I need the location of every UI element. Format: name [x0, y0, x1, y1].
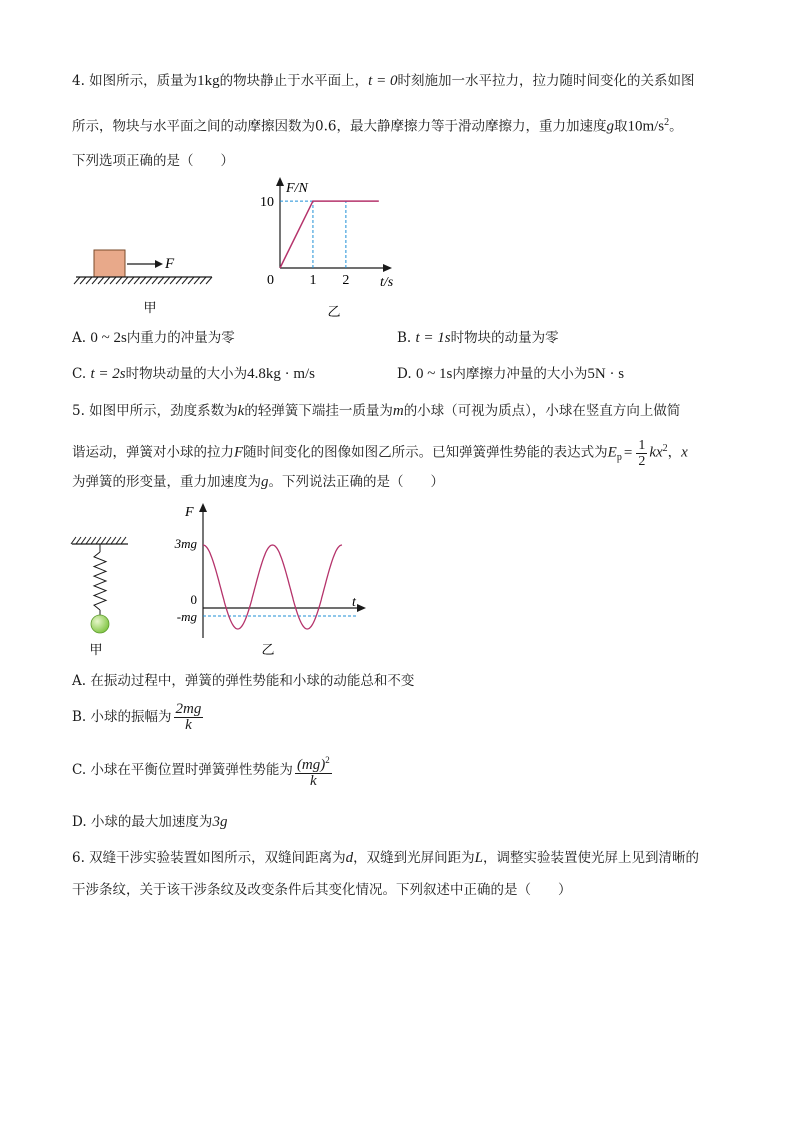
q5-line-2: 谐运动，弹簧对小球的拉力F随时间变化的图像如图乙所示。已知弹簧弹性势能的表达式为$E_p$ = $\frac{1}{2}$ $kx^2$，x: [72, 437, 688, 469]
y-arrow-icon: [276, 177, 284, 186]
x-tick-label-1: 1: [309, 273, 317, 288]
x-arrow-icon: [357, 604, 366, 612]
hatch-stroke: [176, 277, 182, 284]
q4-option-b[interactable]: B. t = 1s时物块的动量为零: [397, 330, 559, 346]
y-min-label: -mg: [176, 609, 197, 624]
q5-figure-graph: [165, 500, 375, 662]
origin-label: 0: [267, 273, 274, 288]
caption-jia: 甲: [89, 642, 103, 657]
q5-figure-spring: [70, 530, 134, 660]
amplitude-fraction: $\frac{2mg}{k}$: [175, 701, 202, 733]
ball: [91, 615, 109, 633]
force-series-line: [280, 201, 379, 268]
q5-line-3: 为弹簧的形变量，重力加速度为g。下列说法正确的是（ ）: [72, 474, 444, 490]
hatch-stroke: [71, 537, 76, 544]
hatch-stroke: [164, 277, 170, 284]
hatch-stroke: [86, 537, 91, 544]
hatch-stroke: [122, 277, 128, 284]
y-max-label: 3mg: [174, 536, 197, 551]
q4-option-d[interactable]: D. 0 ~ 1s内摩擦力冲量的大小为5N · s: [397, 366, 625, 382]
hatch-stroke: [76, 537, 81, 544]
x-arrow-icon: [383, 264, 392, 272]
q4-line-2: 所示，物块与水平面之间的动摩擦因数为0.6，最大静摩擦力等于滑动摩擦力，重力加速度g取$10m/s^2$。: [72, 117, 683, 135]
x-axis-label: t: [352, 595, 356, 610]
hatch-stroke: [80, 277, 86, 284]
q4-figure-block: [72, 240, 222, 320]
hatch-stroke: [111, 537, 116, 544]
hatch-stroke: [106, 537, 111, 544]
hatch-stroke: [86, 277, 92, 284]
q6-line-1: 6. 双缝干涉实验装置如图所示，双缝间距离为d，双缝到光屏间距为L，调整实验装置使光屏上见到清晰的: [72, 850, 700, 866]
hatch-stroke: [152, 277, 158, 284]
y-axis-label: F/N: [286, 181, 308, 196]
hatch-stroke: [182, 277, 188, 284]
y-tick-label: 10: [260, 195, 274, 211]
hatch-stroke: [121, 537, 126, 544]
caption-yi: 乙: [261, 642, 275, 657]
x-axis-label: t/s: [380, 275, 394, 290]
hatch-stroke: [200, 277, 206, 284]
hatch-stroke: [92, 277, 98, 284]
q5-option-d[interactable]: D. 小球的最大加速度为3g: [72, 814, 228, 830]
y-axis-label: F: [185, 505, 194, 520]
y-arrow-icon: [199, 503, 207, 512]
hatch-stroke: [146, 277, 152, 284]
hatch-stroke: [170, 277, 176, 284]
q4-figure-graph: [252, 176, 412, 321]
hatch-stroke: [194, 277, 200, 284]
hatch-stroke: [116, 277, 122, 284]
hatch-stroke: [91, 537, 96, 544]
x-tick-label-2: 2: [342, 273, 350, 288]
ground-hatching: [74, 277, 212, 284]
hatch-stroke: [104, 277, 110, 284]
q4-option-c[interactable]: C. t = 2s时物块动量的大小为4.8kg · m/s: [72, 366, 315, 382]
q5-option-c[interactable]: C. 小球在平衡位置时弹簧弹性势能为 $\frac{(mg)^2}{k}$: [72, 754, 330, 789]
hatch-stroke: [98, 277, 104, 284]
caption-jia: 甲: [143, 300, 157, 315]
hatch-stroke: [96, 537, 101, 544]
hatch-stroke: [101, 537, 106, 544]
q4-prompt: 下列选项正确的是（ ）: [72, 153, 234, 169]
hatch-stroke: [188, 277, 194, 284]
half-fraction: $\frac{1}{2}$: [638, 437, 646, 469]
hatch-stroke: [134, 277, 140, 284]
q5-option-b[interactable]: B. 小球的振幅为 $\frac{2mg}{k}$: [72, 701, 202, 733]
hatch-stroke: [206, 277, 212, 284]
hatch-stroke: [110, 277, 116, 284]
arrowhead-icon: [155, 260, 163, 268]
q4-option-a[interactable]: A. 0 ~ 2s内重力的冲量为零: [72, 330, 235, 346]
q4-line-1: 4. 如图所示，质量为1kg的物块静止于水平面上，t = 0时刻施加一水平拉力，拉力随时间变化的关系如图: [72, 73, 695, 89]
q5-line-1: 5. 如图甲所示，劲度系数为k的轻弹簧下端挂一质量为m的小球（可视为质点），小球在竖直方向上做简: [72, 403, 681, 419]
energy-fraction: $\frac{(mg)^2}{k}$: [296, 754, 330, 789]
hatch-stroke: [81, 537, 86, 544]
force-label: F: [165, 256, 175, 272]
hatch-stroke: [116, 537, 121, 544]
origin-label: 0: [190, 592, 197, 607]
hatch-stroke: [140, 277, 146, 284]
block: [94, 250, 125, 277]
hatch-stroke: [158, 277, 164, 284]
ceiling-hatching: [71, 537, 126, 544]
q5-option-a[interactable]: A. 在振动过程中，弹簧的弹性势能和小球的动能总和不变: [72, 673, 415, 689]
spring: [94, 552, 106, 610]
hatch-stroke: [128, 277, 134, 284]
q6-line-2: 干涉条纹，关于该干涉条纹及改变条件后其变化情况。下列叙述中正确的是（ ）: [72, 882, 572, 898]
caption-yi: 乙: [327, 304, 341, 319]
hatch-stroke: [74, 277, 80, 284]
